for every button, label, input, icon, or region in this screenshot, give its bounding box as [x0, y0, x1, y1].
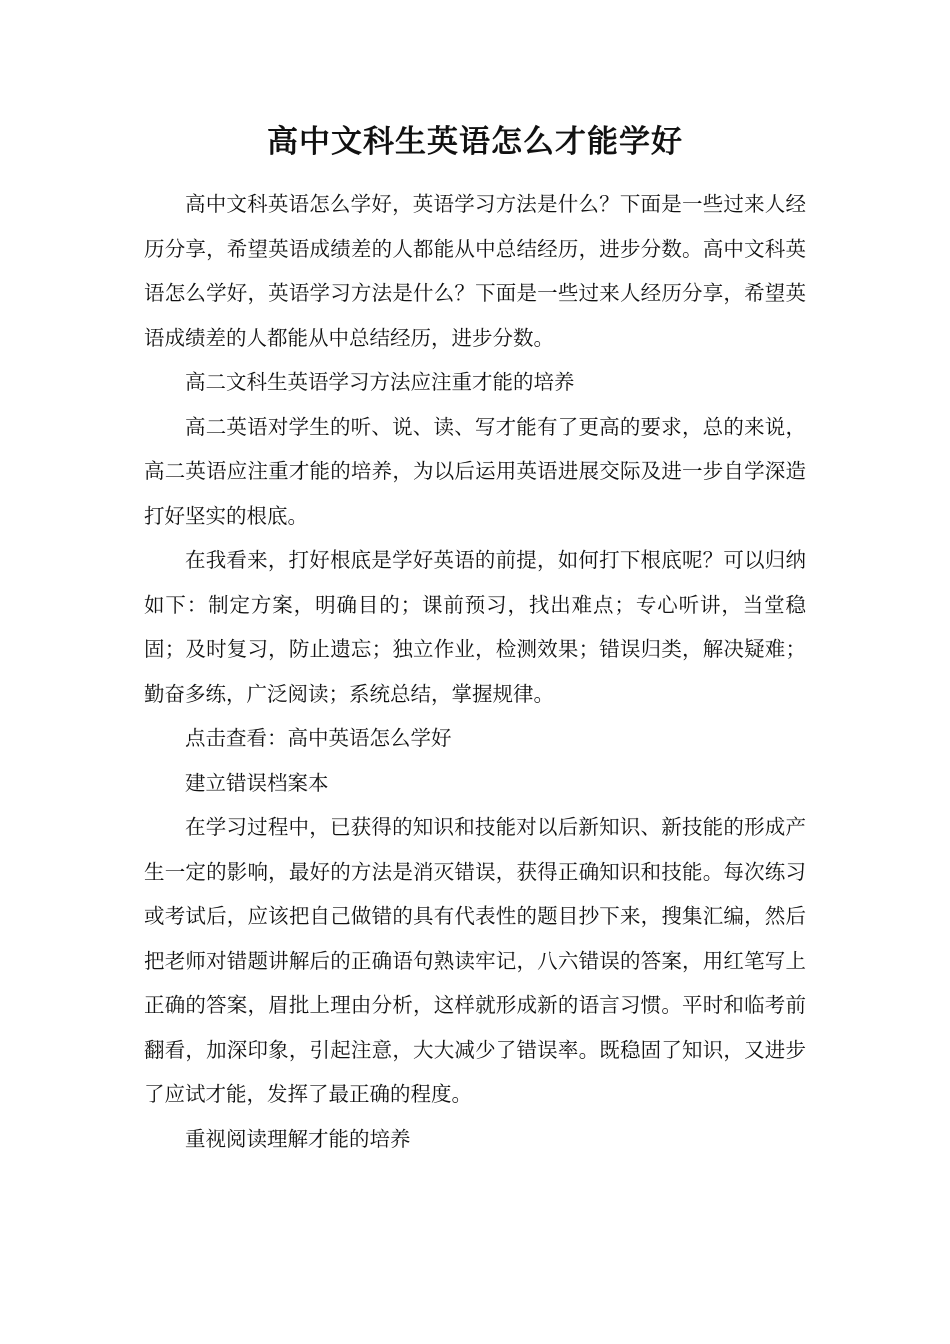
paragraph-foundation: 在我看来，打好根底是学好英语的前提，如何打下根底呢？可以归纳如下：制定方案，明确目的；课前预习，找出难点；专心听讲，当堂稳固；及时复习，防止遗忘；独立作业，检测效果；错误归类，解决疑难；勤奋多练，广泛阅读；系统总结，掌握规律。 [144, 548, 806, 706]
document-title: 高中文科生英语怎么才能学好 [267, 124, 683, 160]
paragraph-intro: 高中文科英语怎么学好，英语学习方法是什么？下面是一些过来人经历分享，希望英语成绩差的人都能从中总结经历，进步分数。高中文科英语怎么学好，英语学习方法是什么？下面是一些过来人经历分享，希望英语成绩差的人都能从中总结经历，进步分数。 [144, 192, 806, 350]
paragraph-grade-two: 高二英语对学生的听、说、读、写才能有了更高的要求，总的来说，高二英语应注重才能的培养，为以后运用英语进展交际及进一步自学深造打好坚实的根底。 [144, 414, 806, 528]
paragraph-error-file: 在学习过程中，已获得的知识和技能对以后新知识、新技能的形成产生一定的影响，最好的方法是消灭错误，获得正确知识和技能。每次练习或考试后，应该把自己做错的具有代表性的题目抄下来，搜集汇编，然后把老师对错题讲解后的正确语句熟读牢记，八六错误的答案，用红笔写上正确的答案，眉批上理由分析，这样就形成新的语言习惯。平时和临考前翻看，加深印象，引起注意，大大减少了错误率。既稳固了知识，又进步了应试才能，发挥了最正确的程度。 [144, 815, 806, 1106]
document-body [144, 182, 806, 1161]
paragraph-heading-error-file: 建立错误档案本 [185, 770, 329, 795]
paragraph-click-view: 点击查看：高中英语怎么学好 [185, 726, 452, 750]
paragraph-heading-reading: 重视阅读理解才能的培养 [185, 1126, 411, 1151]
paragraph-heading-method: 高二文科生英语学习方法应注重才能的培养 [185, 370, 575, 394]
